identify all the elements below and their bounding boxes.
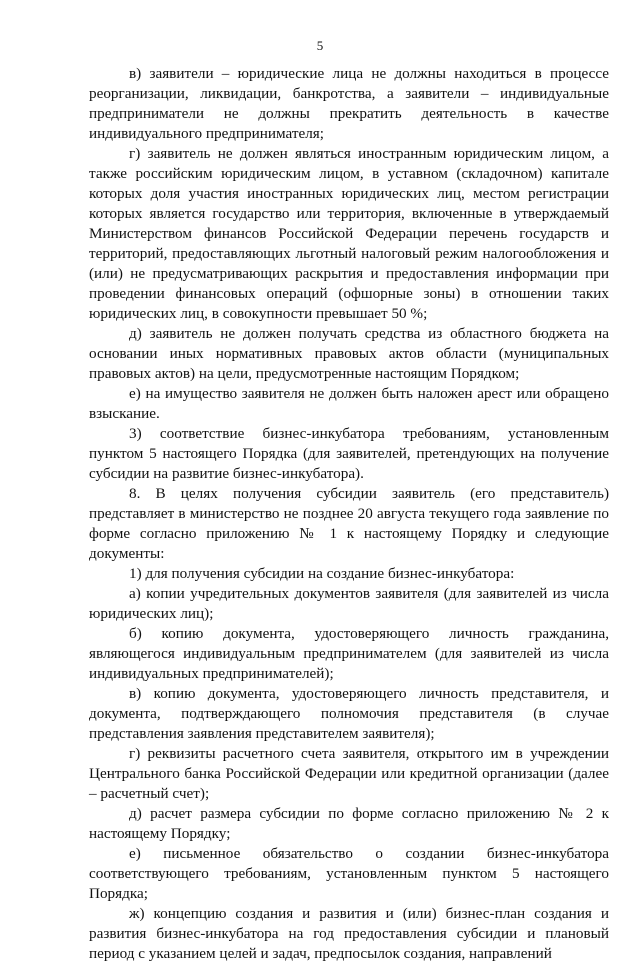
paragraph-8-application: 8. В целях получения субсидии заявитель (его представитель) представляет в министерство не позднее 20 августа текущего года заявление по форме согласно приложению № 1 к настоящему Порядку и следующие документы: — [89, 485, 609, 562]
paragraph-d-subsidy-calculation: д) расчет размера субсидии по форме согласно приложению № 2 к настоящему Порядку; — [89, 805, 609, 842]
paragraph-3-incubator-requirements: 3) соответствие бизнес-инкубатора требованиям, установленным пунктом 5 настоящего Порядка (для заявителей, претендующих на получение субсидии на развитие бизнес-инкубатора). — [89, 425, 609, 482]
paragraph-b-identity-doc: б) копию документа, удостоверяющего личность гражданина, являющегося индивидуальным предпринимателем (для заявителей из числа индивидуальных предпринимателей); — [89, 625, 609, 682]
paragraph-v-representative-doc: в) копию документа, удостоверяющего личность представителя, и документа, подтверждающего полномочия представителя (в случае представления заявления представителем заявителя); — [89, 685, 609, 742]
paragraph-g-bank-details: г) реквизиты расчетного счета заявителя, открытого им в учреждении Центрального банка Российской Федерации или кредитной организации (далее – расчетный счет); — [89, 745, 609, 802]
paragraph-a-founding-docs: а) копии учредительных документов заявителя (для заявителей из числа юридических лиц); — [89, 585, 609, 622]
paragraph-d-regional-budget: д) заявитель не должен получать средства из областного бюджета на основании иных нормативных правовых актов области (муниципальных правовых актов) на цели, предусмотренные настоящим Порядком; — [89, 325, 609, 382]
page-number: 5 — [316, 38, 324, 53]
paragraph-e-property-arrest: е) на имущество заявителя не должен быть наложен арест или обращено взыскание. — [89, 385, 609, 422]
paragraph-v-legal-status: в) заявители – юридические лица не должны находиться в процессе реорганизации, ликвидации, банкротства, а заявители – индивидуальные предприниматели не должны прекратить деятельность в качестве индивидуального предпринимателя; — [89, 65, 609, 142]
paragraph-g-foreign-entity: г) заявитель не должен являться иностранным юридическим лицом, а также российским юридическим лицом, в уставном (складочном) капитале которых доля участия иностранных юридических лиц, местом регистрации которых является государство или территория, включенные в утверждаемый Министерством финансов Российской Федерации перечень государств и территорий, предоставляющих льготный налоговый режим налогообложения и (или) не предусматривающих раскрытия и предоставления информации при проведении финансовых операций (офшорные зоны) в отношении таких юридических лиц, в совокупности превышает 50 %; — [89, 145, 609, 322]
paragraph-1-creation-documents: 1) для получения субсидии на создание бизнес-инкубатора: — [129, 565, 515, 582]
paragraph-zh-business-plan: ж) концепцию создания и развития и (или) бизнес-план создания и развития бизнес-инкубатора на год предоставления субсидии и плановый период с указанием целей и задач, предпосылок создания, направлений — [89, 905, 609, 962]
document-body — [89, 64, 609, 964]
paragraph-e-written-obligation: е) письменное обязательство о создании бизнес-инкубатора соответствующего требованиям, установленным пунктом 5 настоящего Порядка; — [89, 845, 609, 902]
